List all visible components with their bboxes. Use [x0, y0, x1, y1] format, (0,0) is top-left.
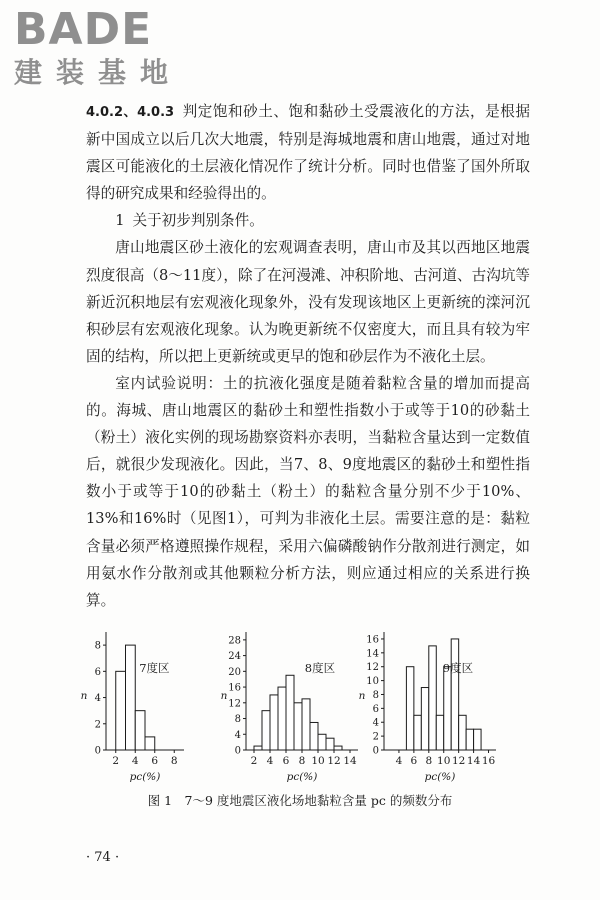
- page-number: · 74 ·: [86, 850, 120, 865]
- histogram-bar: [334, 746, 342, 750]
- y-tick-label: 2: [372, 731, 379, 743]
- y-tick-label: 0: [372, 745, 379, 757]
- histogram-bar: [310, 722, 318, 750]
- x-tick-label: 14: [343, 755, 357, 767]
- logo-wordmark: BADE: [14, 4, 153, 55]
- histogram-bar: [406, 667, 413, 750]
- x-tick-label: 10: [437, 755, 451, 767]
- histogram-chart: [80, 612, 520, 812]
- x-tick-label: 14: [466, 755, 481, 767]
- histogram-bar: [459, 715, 466, 750]
- y-tick-label: 6: [94, 666, 101, 678]
- x-axis-label: pc(%): [129, 771, 161, 783]
- y-tick-label: 10: [366, 676, 379, 688]
- item-heading: [86, 207, 530, 234]
- logo-chinese-name: 建装基地: [14, 56, 183, 89]
- histogram-bar: [421, 688, 428, 750]
- figure-caption: 图 1 7～9 度地震区液化场地黏粒含量 pc 的频数分布: [147, 793, 453, 808]
- y-tick-label: 14: [366, 648, 379, 660]
- section-number: 4.0.2、4.0.3: [86, 105, 175, 120]
- y-tick-label: 16: [228, 682, 241, 694]
- y-tick-label: 6: [372, 703, 379, 715]
- section-paragraph: [86, 98, 530, 207]
- histogram-bar: [116, 671, 126, 750]
- histogram-figure: [80, 612, 520, 812]
- histogram-bar: [286, 675, 294, 750]
- x-tick-label: 10: [311, 755, 325, 767]
- histogram-bar: [294, 703, 302, 750]
- chart-title: 7度区: [139, 661, 170, 675]
- chart-title: 8度区: [304, 661, 336, 675]
- x-tick-label: 4: [395, 755, 403, 767]
- body-text: [86, 98, 530, 614]
- histogram-bar: [429, 646, 436, 750]
- y-tick-label: 20: [228, 666, 241, 678]
- x-tick-label: 12: [451, 755, 466, 767]
- histogram-bar: [278, 687, 286, 750]
- histogram-bar: [414, 715, 421, 750]
- y-axis-label: n: [220, 690, 228, 702]
- y-tick-label: 2: [94, 719, 101, 731]
- histogram-bar: [436, 715, 443, 750]
- y-tick-label: 8: [372, 689, 379, 701]
- y-tick-label: 8: [234, 714, 241, 726]
- histogram-bar: [466, 729, 473, 750]
- x-tick-label: 12: [327, 755, 341, 767]
- x-tick-label: 16: [481, 755, 496, 767]
- body-paragraph: 室内试验说明：土的抗液化强度是随着黏粒含量的增加而提高的。海城、唐山地震区的黏砂土和塑性指数小于或等于10的砂黏土（粉土）液化实例的现场勘察资料亦表明，当黏粒含量达到一定数值后，就很少发现液化。因此，当7、8、9度地震区的黏砂土和塑性指数小于或等于10的砂黏土（粉土）的黏粒含量分别不少于10%、13%和16%时（见图1），可判为非液化土层。需要注意的是：黏粒含量必须严格遵照操作规程，采用六偏磷酸钠作分散剂进行测定，如用氨水作分散剂或其他颗粒分析方法，则应通过相应的关系进行换算。: [86, 374, 530, 609]
- section-lead-text: 判定饱和砂土、饱和黏砂土受震液化的方法，是根据新中国成立以后几次大地震，特别是海城地震和唐山地震，通过对地震区可能液化的土层液化情况作了统计分析。同时也借鉴了国外所取得的研究成果和经验得出的。: [86, 103, 530, 203]
- histogram-bar: [326, 738, 334, 750]
- y-tick-label: 28: [228, 635, 241, 647]
- x-axis-label: pc(%): [424, 771, 456, 783]
- y-axis-label: n: [358, 690, 366, 702]
- body-paragraph: 唐山地震区砂土液化的宏观调查表明，唐山市及其以西地区地震烈度很高（8～11度），除了在河漫滩、冲积阶地、古河道、古沟坑等新近沉积地层有宏观液化现象外，没有发现该地区上更新统的滦河沉积砂层有宏观液化现象。认为晚更新统不仅密度大，而且具有较为牢固的结构，所以把上更新统或更早的饱和砂层作为不液化土层。: [86, 239, 530, 365]
- x-tick-label: 6: [151, 755, 159, 767]
- y-tick-label: 4: [372, 717, 379, 729]
- histogram-bar: [318, 734, 326, 750]
- histogram-bar: [126, 645, 136, 750]
- chart-title: 9度区: [442, 661, 474, 675]
- y-tick-label: 0: [234, 745, 241, 757]
- item-heading-text: 关于初步判别条件。: [132, 212, 264, 230]
- y-tick-label: 0: [94, 745, 101, 757]
- x-tick-label: 6: [282, 755, 290, 767]
- y-tick-label: 12: [366, 662, 379, 674]
- histogram-bar: [262, 711, 270, 750]
- item-number: 1: [115, 212, 125, 230]
- x-tick-label: 8: [425, 755, 433, 767]
- histogram-bar: [135, 711, 145, 750]
- y-tick-label: 12: [228, 698, 241, 710]
- histogram-bar: [254, 746, 262, 750]
- x-tick-label: 2: [250, 755, 258, 767]
- histogram-bar: [145, 737, 155, 750]
- y-tick-label: 4: [234, 729, 241, 741]
- x-tick-label: 4: [131, 755, 139, 767]
- x-axis-label: pc(%): [286, 771, 318, 783]
- x-tick-label: 8: [170, 755, 178, 767]
- x-tick-label: 6: [410, 755, 418, 767]
- histogram-bar: [302, 699, 310, 750]
- histogram-bar: [474, 729, 481, 750]
- histogram-bar: [451, 639, 458, 750]
- y-tick-label: 8: [94, 640, 101, 652]
- y-axis-label: n: [80, 690, 88, 702]
- y-tick-label: 24: [228, 651, 241, 663]
- y-tick-label: 4: [94, 693, 101, 705]
- logo: [14, 6, 182, 90]
- y-tick-label: 16: [366, 634, 379, 646]
- x-tick-label: 2: [112, 755, 120, 767]
- histogram-bar: [270, 695, 278, 750]
- x-tick-label: 4: [266, 755, 274, 767]
- histogram-bar: [444, 667, 451, 750]
- x-tick-label: 8: [298, 755, 306, 767]
